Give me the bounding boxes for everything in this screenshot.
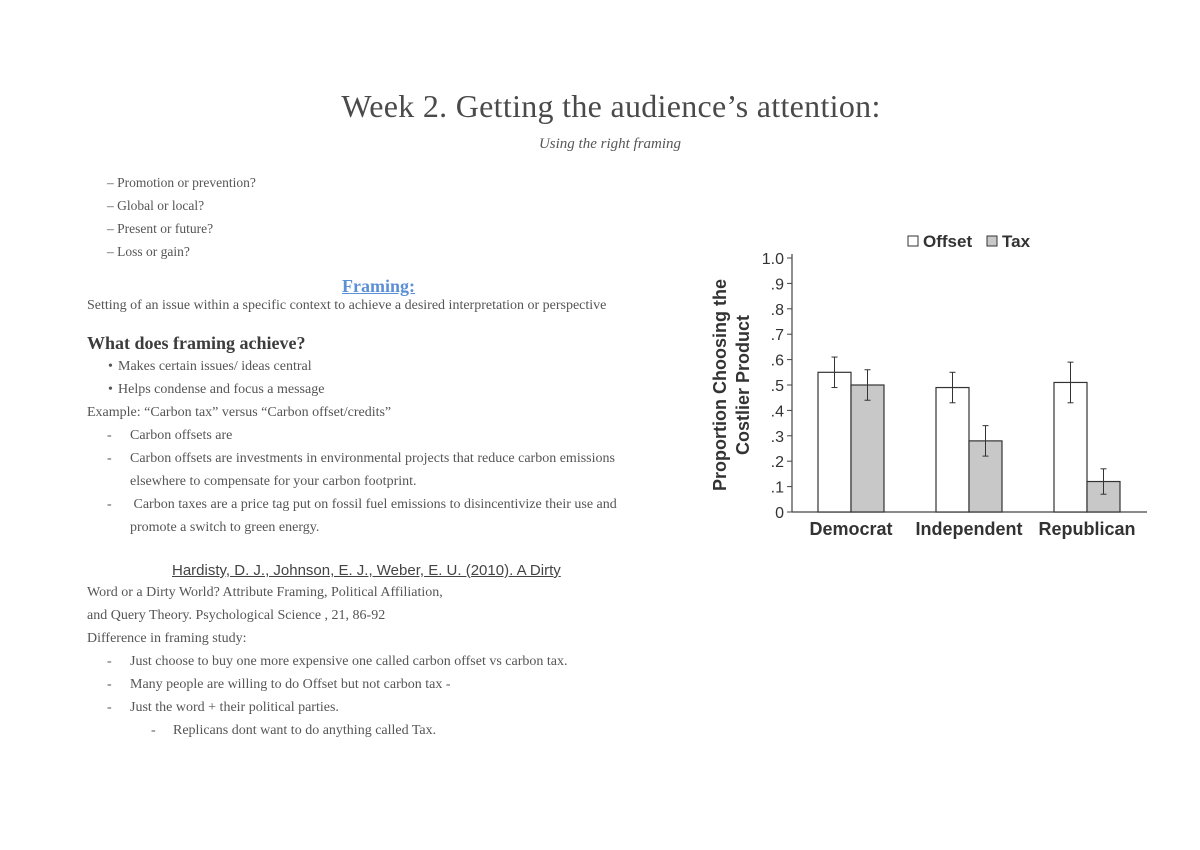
study-citation: Hardisty, D. J., Johnson, E. J., Weber, E. U. (2010). A Dirty (172, 562, 561, 579)
question-item: – Loss or gain? (107, 244, 190, 259)
y-tick-label: .4 (770, 403, 784, 421)
dash-marker: - (151, 723, 156, 738)
bullet-marker: • (108, 382, 113, 397)
y-tick-label: .9 (770, 276, 784, 294)
y-tick-label: .2 (770, 454, 784, 472)
offset-bar (818, 372, 851, 512)
legend-swatch (908, 236, 918, 246)
x-tick-label: Independent (915, 519, 1023, 539)
study-point: Just the word + their political parties. (130, 700, 339, 715)
framing-heading: Framing: (342, 276, 415, 296)
page-subtitle: Using the right framing (538, 136, 682, 152)
achieve-point-cont: promote a switch to green energy. (130, 520, 320, 535)
achieve-bullet: Makes certain issues/ ideas central (118, 359, 312, 374)
page-title: Week 2. Getting the audience’s attention: (341, 88, 881, 124)
x-tick-label: Republican (1038, 519, 1136, 539)
achieve-point: Carbon offsets are (130, 428, 233, 443)
study-citation-line: and Query Theory. Psychological Science , 21, 86-92 (87, 608, 386, 623)
achieve-heading: What does framing achieve? (87, 333, 306, 353)
study-label: Difference in framing study: (87, 631, 247, 646)
dash-marker: - (107, 700, 112, 715)
y-tick-label: .5 (770, 378, 784, 395)
y-tick-label: 0 (775, 505, 784, 522)
y-axis-label: Costlier Product (733, 314, 753, 456)
question-item: – Promotion or prevention? (107, 175, 256, 190)
framing-example: Example: “Carbon tax” versus “Carbon offset/credits” (87, 405, 392, 420)
question-item: – Global or local? (107, 198, 205, 213)
y-tick-label: .7 (770, 327, 784, 345)
achieve-point-cont: elsewhere to compensate for your carbon footprint. (130, 474, 417, 489)
study-point: Just choose to buy one more expensive one called carbon offset vs carbon tax. (130, 654, 568, 669)
y-tick-label: .3 (770, 428, 784, 446)
study-citation-line: Word or a Dirty World? Attribute Framing, Political Affiliation, (87, 585, 443, 600)
y-axis-label: Proportion Choosing the (710, 279, 730, 491)
offset-bar (936, 388, 969, 512)
achieve-bullet: Helps condense and focus a message (118, 382, 325, 397)
legend-label: Offset (923, 232, 973, 251)
dash-marker: - (107, 497, 112, 512)
achieve-point: Carbon taxes are a price tag put on fossil fuel emissions to disincentivize their use and (130, 497, 617, 512)
legend-swatch (987, 236, 997, 246)
y-tick-label: .6 (770, 352, 784, 370)
y-tick-label: .1 (770, 479, 784, 497)
dash-marker: - (107, 428, 112, 443)
tax-bar (851, 385, 884, 512)
framing-bar-chart (700, 225, 1160, 555)
y-tick-label: 1.0 (761, 251, 784, 268)
framing-definition: Setting of an issue within a specific context to achieve a desired interpretation or perspective (87, 298, 607, 313)
bullet-marker: • (108, 359, 113, 374)
dash-marker: - (107, 654, 112, 669)
dash-marker: - (107, 451, 112, 466)
study-subpoint: Replicans dont want to do anything called Tax. (173, 723, 437, 738)
y-tick-label: .8 (770, 301, 784, 319)
question-item: – Present or future? (107, 221, 214, 236)
study-point: Many people are willing to do Offset but not carbon tax - (130, 677, 451, 692)
x-tick-label: Democrat (809, 519, 893, 539)
legend-label: Tax (1002, 232, 1031, 251)
dash-marker: - (107, 677, 112, 692)
achieve-point: Carbon offsets are investments in environmental projects that reduce carbon emissions (130, 451, 615, 466)
